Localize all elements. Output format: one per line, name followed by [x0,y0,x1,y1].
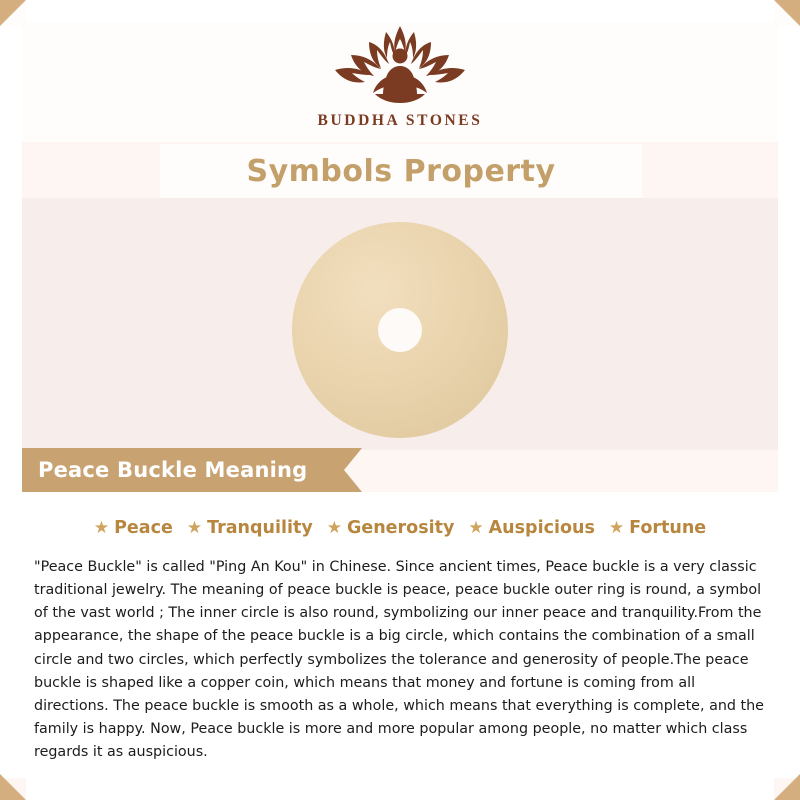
star-icon: ★ [186,517,203,538]
description-panel [0,492,800,778]
keyword-label: Peace [114,518,173,538]
star-icon: ★ [93,517,110,538]
frame-top-edge [26,0,774,22]
keyword-item [187,518,313,538]
section-ribbon [22,448,344,492]
disc-inner-hole [378,308,422,352]
keyword-item [94,518,173,538]
frame-right-edge [778,26,800,774]
star-icon: ★ [326,517,342,538]
corner-top-right [774,0,800,26]
description-paragraph: "Peace Buckle" is called "Ping An Kou" in Chinese. Since ancient times, Peace buckle is a very classic traditional jewelry. The meaning of peace buckle is peace, peace buckle outer ring is round, a symbol of the vast world ; The inner circle is also round, symbolizing our inner peace and tranquility.From the appearance, the shape of the peace buckle is a big circle, which contains the combination of a small circle and two circles, which perfectly symbolizes the tolerance and generosity of people.The peace buckle is shaped like a copper coin, which means that money and fortune is coming from all directions. The peace buckle is smooth as a whole, which means that everything is complete, and the family is happy. Now, Peace buckle is more and more popular among people, no matter which class regards it as auspicious. [34,559,764,761]
corner-bottom-right [774,774,800,800]
star-icon: ★ [468,517,484,538]
keyword-label: Auspicious [488,518,595,538]
frame-left-edge [0,26,22,774]
keyword-label: Fortune [629,518,707,538]
page-title: Symbols Property [246,153,556,189]
keyword-list [0,492,800,538]
keyword-label: Tranquility [207,518,313,538]
keyword-item [327,518,455,538]
title-bar [160,144,642,198]
corner-bottom-left [0,774,26,800]
section-title: Peace Buckle Meaning [38,458,308,482]
lotus-meditation-icon [325,22,475,106]
corner-top-left [0,0,26,26]
brand-logo [0,22,800,130]
star-icon: ★ [608,517,625,538]
keyword-label: Generosity [346,518,455,538]
keyword-item [609,518,706,538]
brand-name: BUDDHA STONES [317,112,483,129]
keyword-item [468,518,594,538]
ribbon-tail [344,448,362,492]
peace-buckle-disc [292,222,508,438]
frame-bottom-edge [26,778,774,800]
